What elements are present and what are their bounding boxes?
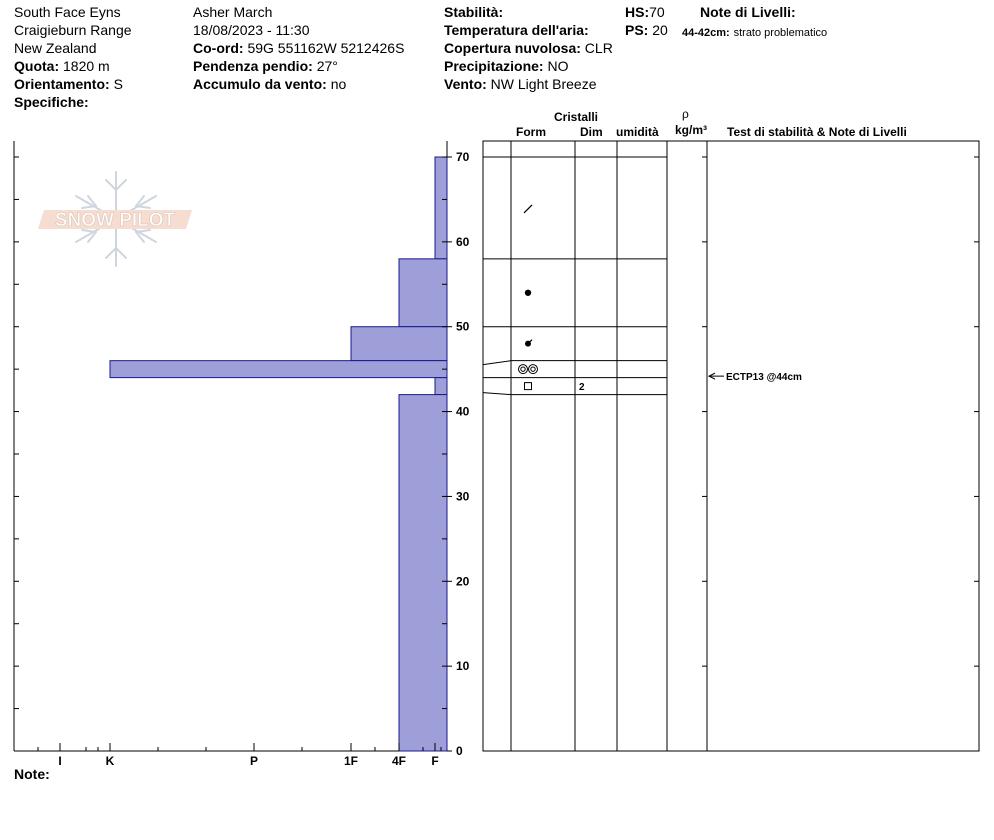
layer-connector-42 [483, 393, 511, 395]
crystal-symbol-faceted [525, 383, 532, 390]
hardness-label-P: P [249, 754, 259, 768]
range-name: Craigieburn Range [14, 22, 132, 38]
hardness-bar-1 [399, 259, 447, 327]
hardness-bar-5 [399, 395, 447, 751]
depth-label-30: 30 [456, 489, 470, 504]
wind-loading-label: Accumulo da vento: [193, 76, 327, 92]
crystal-table-frame [483, 141, 979, 751]
hardness-label-1F: 1F [343, 754, 359, 768]
rounded-mark [525, 290, 531, 296]
layer-note-range: 44-42cm: [682, 27, 730, 39]
wind-loading-value: no [330, 76, 347, 92]
hardness-plot [14, 141, 447, 768]
cloud-label: Copertura nuvolosa: [444, 40, 581, 56]
crystals-header: Cristalli [554, 110, 599, 124]
layer-note-text: strato problematico [733, 27, 828, 39]
slope-value: 27° [316, 58, 338, 74]
elevation-value: 1820 m [63, 58, 110, 74]
hs-value: 70 [649, 4, 665, 20]
aspect-label: Orientamento: [14, 76, 110, 92]
coord-label: Co-ord: [193, 40, 244, 56]
depth-label-60: 60 [456, 234, 470, 249]
location-name: South Face Eyns [14, 4, 121, 20]
depth-axis-labels [447, 150, 979, 758]
crystal-symbol-rounded [525, 290, 531, 296]
observer-name: Asher March [193, 4, 273, 20]
logo-wordmark: SNOW PILOT [54, 210, 176, 231]
hs-label: HS: [625, 4, 650, 20]
depth-label-40: 40 [456, 404, 470, 419]
depth-label-0: 0 [456, 744, 463, 758]
humidity-header: umidità [616, 125, 659, 139]
air-temp-label: Temperatura dell'aria: [444, 22, 589, 38]
crystal-symbol-melt-forms [519, 365, 538, 374]
notes-label: Note: [14, 766, 50, 782]
form-header: Form [516, 125, 546, 139]
hardness-bar-4 [435, 378, 447, 395]
slope-label: Pendenza pendio: [193, 58, 313, 74]
dim-header: Dim [580, 125, 603, 139]
hardness-bar-0 [435, 157, 447, 259]
depth-label-10: 10 [456, 659, 470, 674]
depth-label-20: 20 [456, 574, 470, 589]
stability-label: Stabilità: [444, 4, 504, 20]
crystal-table [483, 141, 979, 751]
layer-notes-label: Note di Livelli: [700, 4, 796, 20]
hardness-bar-2 [351, 327, 447, 361]
decomposing-mark [524, 205, 532, 213]
observation-datetime: 18/08/2023 - 11:30 [193, 22, 310, 38]
density-unit-header: kg/m³ [675, 123, 708, 137]
coord-value: 59G 551162W 5212426S [247, 40, 405, 56]
ps-label: PS: [625, 22, 649, 38]
melt-outer-1 [529, 365, 538, 374]
crystal-symbol-decomposing [524, 205, 532, 213]
depth-label-50: 50 [456, 319, 470, 334]
precip-label: Precipitazione: [444, 58, 544, 74]
hardness-label-F: F [431, 754, 439, 768]
elevation-label: Quota: [14, 58, 60, 74]
wind-label: Vento: [444, 76, 487, 92]
wind-value: NW Light Breeze [490, 76, 597, 92]
cloud-value: CLR [584, 40, 613, 56]
country-name: New Zealand [14, 40, 97, 56]
stability-test-label-0: ECTP13 @44cm [726, 372, 802, 384]
faceted-mark [525, 383, 532, 390]
aspect-value: S [113, 76, 123, 92]
layer-connector-46 [483, 361, 511, 365]
snowpilot-logo [38, 172, 192, 266]
rho-header: ρ [682, 107, 689, 121]
crystal-symbol-rounded-faceting [525, 340, 532, 347]
depth-label-70: 70 [456, 150, 470, 164]
crystal-dim-4: 2 [579, 382, 585, 394]
stability-tests [709, 372, 802, 383]
specifics-label: Specifiche: [14, 94, 89, 110]
hardness-label-K: K [105, 754, 115, 768]
precip-value: NO [547, 58, 569, 74]
melt-inner-1 [531, 367, 535, 371]
melt-outer-0 [519, 365, 528, 374]
ps-value: 20 [652, 22, 668, 38]
hardness-label-4F: 4F [391, 754, 407, 768]
hardness-label-I: I [58, 754, 62, 768]
melt-inner-0 [521, 367, 525, 371]
hardness-bars [110, 157, 447, 751]
hardness-axis-ticks [38, 743, 441, 768]
hardness-bar-3 [110, 361, 447, 378]
stability-notes-header: Test di stabilità & Note di Livelli [727, 125, 907, 139]
